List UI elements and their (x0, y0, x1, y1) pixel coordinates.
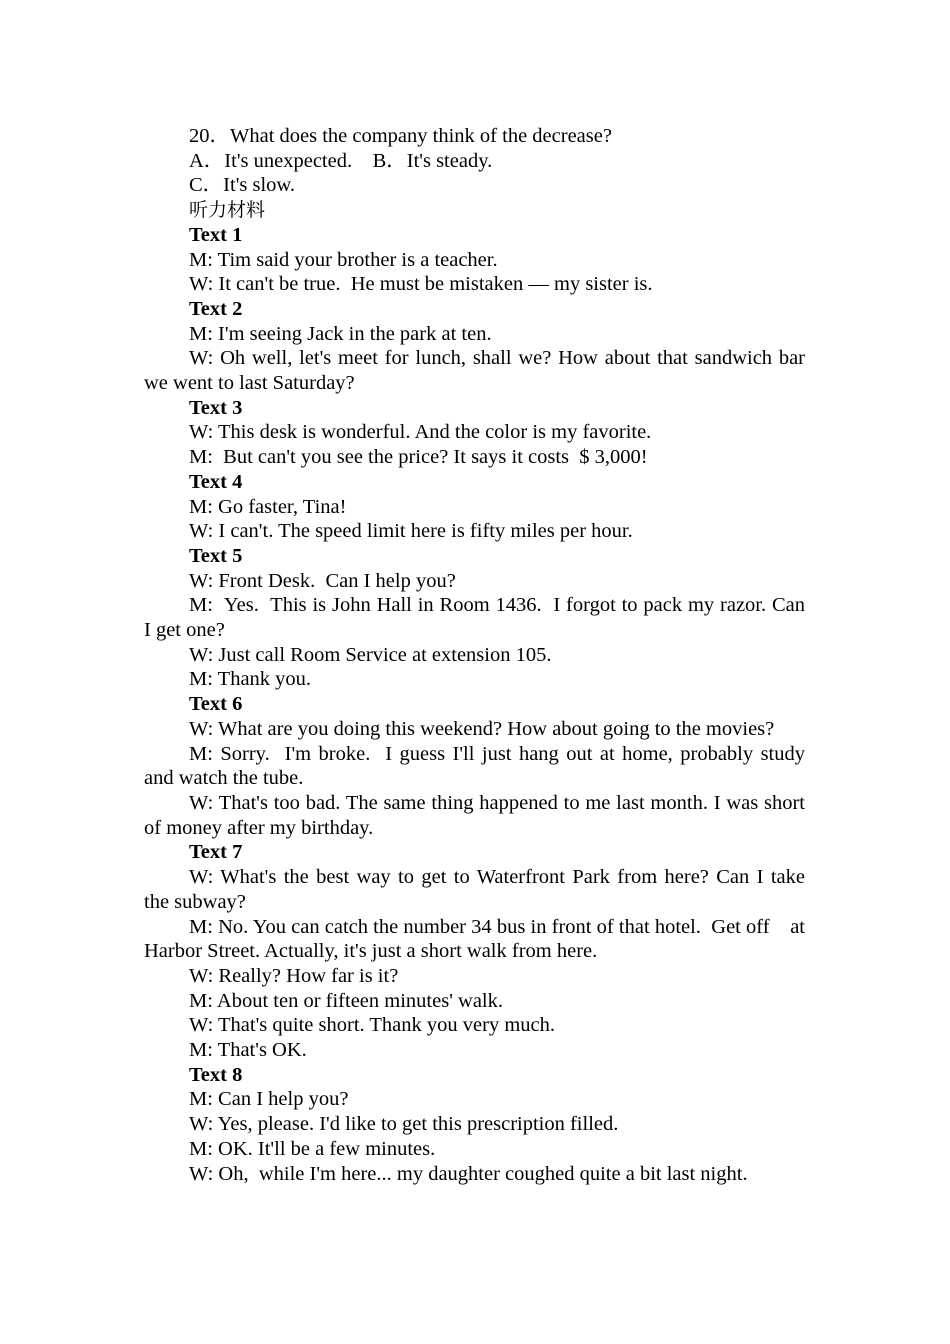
text-7-section (144, 840, 826, 1062)
text-6-title: Text 6 (189, 693, 243, 716)
dialogue-line: W: What's the best way to get to Waterfront Park from here? Can I take the subway? (144, 866, 826, 913)
dialogue-line: M: OK. It'll be a few minutes. (189, 1137, 436, 1160)
options-a-b: A．It's unexpected. B．It's steady. (189, 149, 493, 172)
dialogue-line: W: Just call Room Service at extension 105. (189, 643, 552, 666)
text-3-section (144, 396, 805, 470)
dialogue-line: M: Thank you. (189, 668, 312, 691)
text-5-section (144, 544, 831, 692)
text-4-section (144, 470, 805, 544)
text-7-title: Text 7 (189, 841, 243, 864)
text-8-title: Text 8 (189, 1063, 243, 1086)
dialogue-line: W: That's quite short. Thank you very much. (189, 1014, 555, 1037)
dialogue-line: M: That's OK. (189, 1039, 307, 1062)
text-4-title: Text 4 (189, 470, 243, 493)
dialogue-line: W: Really? How far is it? (189, 964, 399, 987)
dialogue-line: W: Oh well, let's meet for lunch, shall we? How about that sandwich bar we went to last Saturday? (144, 347, 805, 395)
text-2-title: Text 2 (189, 297, 243, 320)
dialogue-line: W: Front Desk. Can I help you? (189, 569, 456, 592)
document-page (144, 124, 831, 1186)
dialogue-line: M: No. You can catch the number 34 bus in front of that hotel. Get off at Harbor Street. Actually, it's just a short walk from here. (144, 915, 811, 963)
dialogue-line: M: Go faster, Tina! (189, 495, 347, 518)
text-1-section (144, 223, 805, 297)
text-6-section (144, 692, 826, 840)
dialogue-line: W: Yes, please. I'd like to get this prescription filled. (189, 1113, 619, 1136)
question-20: 20．What does the company think of the decrease? (189, 125, 612, 147)
dialogue-line: M: Yes. This is John Hall in Room 1436. I forgot to pack my razor. Can I get one? (144, 594, 831, 642)
dialogue-line: M: Tim said your brother is a teacher. (189, 248, 498, 271)
dialogue-line: W: That's too bad. The same thing happened to me last month. I was short of money after my birthday. (144, 791, 805, 839)
text-2-section (144, 297, 805, 396)
text-3-title: Text 3 (189, 396, 243, 419)
option-c: C．It's slow. (189, 174, 296, 197)
text-1-title: Text 1 (189, 223, 243, 246)
dialogue-line: M: About ten or fifteen minutes' walk. (189, 989, 503, 1012)
dialogue-line: M: But can't you see the price? It says it costs $ 3,000! (189, 446, 648, 469)
dialogue-line: M: I'm seeing Jack in the park at ten. (189, 322, 492, 345)
dialogue-line: M: Sorry. I'm broke. I guess I'll just hang out at home, probably study and watch the tube. (144, 742, 826, 790)
text-8-section (144, 1063, 805, 1187)
text-5-title: Text 5 (189, 544, 243, 567)
dialogue-line: W: Oh, while I'm here... my daughter coughed quite a bit last night. (189, 1162, 748, 1185)
dialogue-line: W: What are you doing this weekend? How about going to the movies? (189, 717, 775, 740)
dialogue-line: M: Can I help you? (189, 1088, 349, 1111)
dialogue-line: W: I can't. The speed limit here is fifty miles per hour. (189, 520, 633, 543)
dialogue-line: W: This desk is wonderful. And the color is my favorite. (189, 421, 652, 444)
transcript-heading: 听力材料 (189, 199, 266, 222)
dialogue-line: W: It can't be true. He must be mistaken — my sister is. (189, 273, 653, 296)
